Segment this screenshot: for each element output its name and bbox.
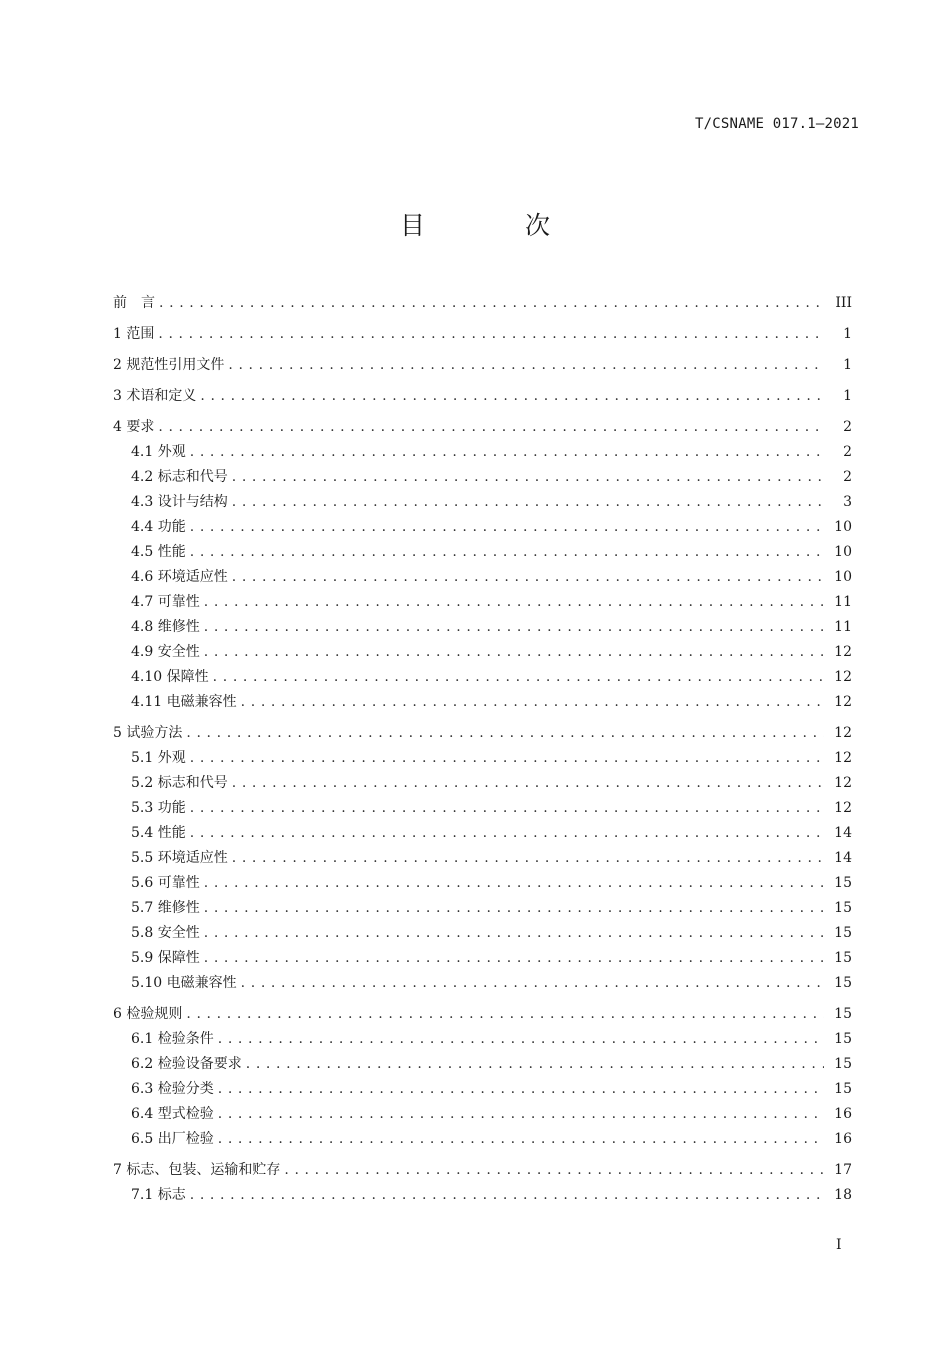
toc-entry[interactable]	[113, 946, 852, 971]
toc-entry-label: 1 范围	[113, 326, 155, 342]
toc-entry-label: 6.4 型式检验	[131, 1106, 214, 1122]
toc-entry-page: 16	[834, 1106, 852, 1122]
toc-entry-label: 6 检验规则	[113, 1006, 183, 1022]
toc-entry-label: 5.4 性能	[131, 825, 186, 841]
toc-entry[interactable]	[113, 1102, 852, 1127]
dot-leader	[159, 291, 824, 316]
dot-leader	[190, 1183, 824, 1208]
toc-entry-label: 4.9 安全性	[131, 644, 200, 660]
dot-leader	[204, 640, 824, 665]
toc-entry-page: 1	[843, 388, 852, 404]
toc-entry-label: 5.7 维修性	[131, 900, 200, 916]
toc-entry[interactable]	[113, 490, 852, 515]
toc-entry-page: 2	[843, 469, 852, 485]
toc-entry-page: 16	[834, 1131, 852, 1147]
toc-entry-page: III	[835, 295, 852, 311]
toc-entry-label: 4.4 功能	[131, 519, 186, 535]
dot-leader	[284, 1158, 824, 1183]
toc-entry-label: 4.2 标志和代号	[131, 469, 228, 485]
toc-entry-page: 11	[834, 619, 852, 635]
toc-entry-page: 10	[834, 569, 852, 585]
toc-entry-page: 1	[843, 326, 852, 342]
dot-leader	[158, 322, 824, 347]
toc-entry-page: 15	[834, 1056, 852, 1072]
toc-entry[interactable]	[113, 640, 852, 665]
toc-entry[interactable]	[113, 821, 852, 846]
toc-entry-page: 14	[834, 825, 852, 841]
toc-entry[interactable]	[113, 615, 852, 640]
dot-leader	[204, 590, 824, 615]
toc-entry-label: 7 标志、包装、运输和贮存	[113, 1162, 281, 1178]
toc-entry-label: 2 规范性引用文件	[113, 357, 225, 373]
toc-entry[interactable]	[113, 409, 852, 440]
dot-leader	[204, 871, 824, 896]
toc-entry-label: 4.10 保障性	[131, 669, 209, 685]
toc-entry[interactable]	[113, 1077, 852, 1102]
page-title: 目 次	[400, 211, 596, 240]
dot-leader	[232, 846, 824, 871]
toc-entry[interactable]	[113, 1052, 852, 1077]
toc-entry-page: 15	[834, 1081, 852, 1097]
dot-leader	[246, 1052, 824, 1077]
toc-entry[interactable]	[113, 1127, 852, 1152]
document-code: T/CSNAME 017.1—2021	[695, 116, 859, 132]
toc-entry[interactable]	[113, 378, 852, 409]
toc-entry-page: 15	[834, 925, 852, 941]
dot-leader	[218, 1127, 824, 1152]
toc-entry[interactable]	[113, 921, 852, 946]
toc-entry-label: 4.7 可靠性	[131, 594, 200, 610]
dot-leader	[232, 565, 824, 590]
toc-entry-page: 1	[843, 357, 852, 373]
dot-leader	[204, 921, 824, 946]
toc-entry-page: 14	[834, 850, 852, 866]
toc-entry-page: 15	[834, 975, 852, 991]
dot-leader	[232, 490, 824, 515]
toc-entry-label: 3 术语和定义	[113, 388, 197, 404]
toc-entry-page: 12	[834, 750, 852, 766]
toc-entry-page: 12	[834, 725, 852, 741]
toc-entry[interactable]	[113, 1027, 852, 1052]
toc-entry-label: 4.3 设计与结构	[131, 494, 228, 510]
toc-entry-label: 7.1 标志	[131, 1187, 186, 1203]
toc-entry-page: 2	[843, 419, 852, 435]
toc-entry-label: 6.1 检验条件	[131, 1031, 214, 1047]
page-number: I	[836, 1237, 842, 1253]
toc-entry-label: 5.8 安全性	[131, 925, 200, 941]
toc-entry[interactable]	[113, 347, 852, 378]
dot-leader	[228, 353, 824, 378]
dot-leader	[218, 1027, 824, 1052]
toc-entry-label: 5.10 电磁兼容性	[131, 975, 237, 991]
toc-entry-label: 6.2 检验设备要求	[131, 1056, 242, 1072]
toc-entry-page: 12	[834, 800, 852, 816]
toc-entry[interactable]	[113, 796, 852, 821]
dot-leader	[158, 415, 824, 440]
toc-entry-page: 17	[834, 1162, 852, 1178]
toc-entry[interactable]	[113, 690, 852, 715]
dot-leader	[190, 821, 824, 846]
toc-entry-page: 15	[834, 900, 852, 916]
toc-entry[interactable]	[113, 771, 852, 796]
dot-leader	[241, 971, 824, 996]
toc-entry[interactable]	[113, 540, 852, 565]
toc-entry[interactable]	[113, 846, 852, 871]
toc-entry[interactable]	[113, 590, 852, 615]
toc-entry-page: 2	[843, 444, 852, 460]
toc-entry-page: 12	[834, 775, 852, 791]
toc-entry-page: 15	[834, 1006, 852, 1022]
dot-leader	[190, 796, 824, 821]
toc-entry[interactable]	[113, 715, 852, 746]
table-of-contents	[113, 285, 852, 1208]
toc-entry-page: 18	[834, 1187, 852, 1203]
dot-leader	[218, 1102, 824, 1127]
dot-leader	[204, 946, 824, 971]
toc-entry-label: 4.1 外观	[131, 444, 186, 460]
toc-entry[interactable]	[113, 871, 852, 896]
toc-entry-label: 5.3 功能	[131, 800, 186, 816]
dot-leader	[190, 440, 824, 465]
toc-entry[interactable]	[113, 996, 852, 1027]
toc-entry-label: 6.5 出厂检验	[131, 1131, 214, 1147]
toc-entry-label: 5.6 可靠性	[131, 875, 200, 891]
toc-entry-label: 5.9 保障性	[131, 950, 200, 966]
dot-leader	[213, 665, 824, 690]
dot-leader	[241, 690, 824, 715]
dot-leader	[232, 465, 824, 490]
toc-entry[interactable]	[113, 565, 852, 590]
toc-entry[interactable]	[113, 746, 852, 771]
dot-leader	[204, 896, 824, 921]
dot-leader	[232, 771, 824, 796]
toc-entry-page: 10	[834, 519, 852, 535]
dot-leader	[190, 746, 824, 771]
toc-entry[interactable]	[113, 1152, 852, 1183]
toc-entry[interactable]	[113, 316, 852, 347]
dot-leader	[190, 540, 824, 565]
toc-entry-page: 15	[834, 875, 852, 891]
toc-entry[interactable]	[113, 465, 852, 490]
toc-entry-label: 5.1 外观	[131, 750, 186, 766]
toc-entry-page: 11	[834, 594, 852, 610]
toc-entry-label: 5.5 环境适应性	[131, 850, 228, 866]
toc-entry[interactable]	[113, 971, 852, 996]
toc-entry-page: 15	[834, 1031, 852, 1047]
toc-entry[interactable]	[113, 285, 852, 316]
toc-entry-page: 12	[834, 694, 852, 710]
toc-entry[interactable]	[113, 665, 852, 690]
toc-entry-label: 6.3 检验分类	[131, 1081, 214, 1097]
toc-entry-page: 10	[834, 544, 852, 560]
toc-entry[interactable]	[113, 896, 852, 921]
toc-entry-page: 12	[834, 644, 852, 660]
toc-entry[interactable]	[113, 1183, 852, 1208]
toc-entry[interactable]	[113, 440, 852, 465]
toc-entry-label: 前 言	[113, 295, 155, 311]
dot-leader	[186, 721, 824, 746]
toc-entry-label: 5.2 标志和代号	[131, 775, 228, 791]
dot-leader	[200, 384, 824, 409]
toc-entry-label: 4.8 维修性	[131, 619, 200, 635]
toc-entry-page: 15	[834, 950, 852, 966]
dot-leader	[186, 1002, 824, 1027]
toc-entry[interactable]	[113, 515, 852, 540]
dot-leader	[218, 1077, 824, 1102]
toc-entry-label: 5 试验方法	[113, 725, 183, 741]
dot-leader	[190, 515, 824, 540]
toc-entry-label: 4 要求	[113, 419, 155, 435]
toc-entry-page: 3	[843, 494, 852, 510]
toc-entry-label: 4.11 电磁兼容性	[131, 694, 237, 710]
toc-entry-page: 12	[834, 669, 852, 685]
toc-entry-label: 4.6 环境适应性	[131, 569, 228, 585]
dot-leader	[204, 615, 824, 640]
toc-entry-label: 4.5 性能	[131, 544, 186, 560]
